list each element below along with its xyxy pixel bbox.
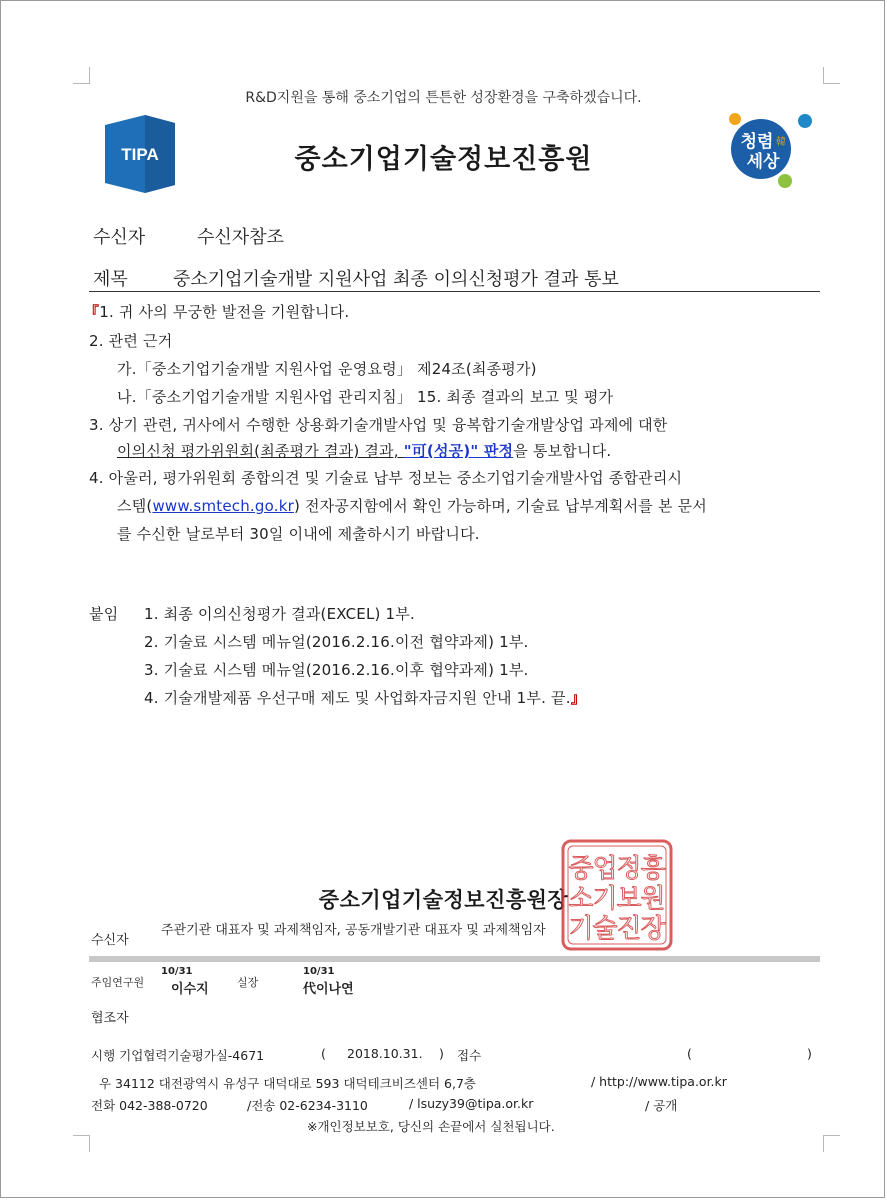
seal-character: 장 <box>640 914 666 944</box>
recipient-label: 수신자 <box>93 227 146 248</box>
seal-character: 기 <box>568 914 594 944</box>
item-1-text: 1. 귀 사의 무궁한 발전을 기원합니다. <box>99 303 350 321</box>
seal-character: 업 <box>592 854 618 884</box>
seal-character: 기 <box>592 884 618 914</box>
clean-world-logo-icon <box>723 109 813 191</box>
seal-stamp-icon <box>559 837 675 953</box>
approver-1-name: 이수지 <box>171 982 209 997</box>
item-4-prefix: 스템( <box>117 497 153 515</box>
official-seal <box>559 837 675 953</box>
smtech-link[interactable]: www.smtech.go.kr <box>152 497 294 515</box>
seal-character: 보 <box>616 884 642 914</box>
clean-logo-line1: 청렴 <box>740 132 774 152</box>
body-item-4-line2 <box>117 495 707 516</box>
receipt-paren-open: ( <box>687 1046 692 1061</box>
clean-logo-line2: 세상 <box>746 152 780 172</box>
org-title: 중소기업기술정보진흥원 <box>294 144 593 175</box>
cooperator-label: 협조자 <box>91 1011 129 1026</box>
crop-mark-top-left <box>73 67 90 84</box>
seal-character: 술 <box>592 914 618 944</box>
close-bracket: 』 <box>570 689 586 707</box>
item-3-underlined-text: 이의신청 평가위원회(최종평가 결과) 결과, <box>117 442 404 460</box>
crop-mark-bottom-left <box>73 1135 90 1152</box>
approver-1-date: 10/31 <box>161 966 193 977</box>
enforcement-date: 2018.10.31. <box>347 1046 423 1061</box>
subject-divider <box>89 291 820 292</box>
clean-world-logo <box>723 109 813 191</box>
attachment-item-3: 3. 기술료 시스템 메뉴얼(2016.2.16.이후 협약과제) 1부. <box>144 661 529 679</box>
attachment-item-4 <box>144 687 586 708</box>
seal-character: 중 <box>568 854 594 884</box>
phone: 전화 042-388-0720 <box>91 1098 208 1113</box>
body-item-3-line2 <box>117 440 611 461</box>
approver-1-role: 주임연구원 <box>91 976 145 989</box>
slogan: R&D지원을 통해 중소기업의 튼튼한 성장환경을 구축하겠습니다. <box>245 90 642 106</box>
attachment-item-4-text: 4. 기술개발제품 우선구매 제도 및 사업화자금지원 안내 1부. 끝. <box>144 689 571 707</box>
receipt-paren-close: ) <box>807 1046 812 1061</box>
approval-divider <box>89 956 820 962</box>
enforcement-paren-open: ( <box>321 1046 326 1061</box>
receipt-label: 접수 <box>457 1048 482 1063</box>
body-item-1 <box>84 301 349 322</box>
attachment-item-2: 2. 기술료 시스템 메뉴얼(2016.2.16.이전 협약과제) 1부. <box>144 633 529 651</box>
body-item-2b: 나.「중소기업기술개발 지원사업 관리지침」 15. 최종 결과의 보고 및 평가 <box>117 388 614 406</box>
body-item-2a: 가.「중소기업기술개발 지원사업 운영요령」 제24조(최종평가) <box>117 360 537 378</box>
item-3-verdict: "可(성공)" 판정 <box>403 442 514 460</box>
clean-logo-mark: 韓 <box>776 137 786 148</box>
open-bracket: 『 <box>84 303 100 321</box>
crop-mark-top-right <box>823 67 840 84</box>
approver-2-name: 代이나연 <box>303 982 354 997</box>
body-item-3-line1: 3. 상기 관련, 귀사에서 수행한 상용화기술개발사업 및 융복합기술개발상업 과제에 대한 <box>89 416 668 434</box>
disclosure: / 공개 <box>645 1098 678 1113</box>
subject-value: 중소기업기술개발 지원사업 최종 이의신청평가 결과 통보 <box>173 269 619 290</box>
attachments-label: 붙임 <box>89 605 119 623</box>
seal-character: 원 <box>640 884 666 914</box>
address: 우 34112 대전광역시 유성구 대덕대로 593 대덕테크비즈센터 6,7층 <box>99 1076 476 1091</box>
sender-name: 중소기업기술정보진흥원장 <box>318 888 569 912</box>
seal-character: 흥 <box>640 854 666 884</box>
tipa-logo-text: TIPA <box>121 145 159 164</box>
seal-character: 정 <box>616 854 642 884</box>
approver-2-date: 10/31 <box>303 966 335 977</box>
recipients-value: 주관기관 대표자 및 과제책임자, 공동개발기관 대표자 및 과제책임자 <box>161 923 546 938</box>
recipient-value: 수신자참조 <box>197 227 284 248</box>
attachment-item-1: 1. 최종 이의신청평가 결과(EXCEL) 1부. <box>144 605 415 623</box>
body-item-4-line3: 를 수신한 날로부터 30일 이내에 제출하시기 바랍니다. <box>117 525 480 543</box>
body-item-4-line1: 4. 아울러, 평가위원회 종합의견 및 기술료 납부 정보는 중소기업기술개발사업 종합관리시 <box>89 469 683 487</box>
recipients-label: 수신자 <box>91 933 129 948</box>
fax: /전송 02-6234-3110 <box>247 1098 368 1113</box>
enforcement-paren-close: ) <box>439 1046 444 1061</box>
item-3-tail: 을 통보합니다. <box>513 442 612 460</box>
subject-label: 제목 <box>93 269 128 290</box>
seal-character: 소 <box>568 884 594 914</box>
approver-2-role: 실장 <box>237 976 259 989</box>
crop-mark-bottom-right <box>823 1135 840 1152</box>
email[interactable]: / lsuzy39@tipa.or.kr <box>409 1096 534 1111</box>
body-item-2: 2. 관련 근거 <box>89 332 173 350</box>
website[interactable]: / http://www.tipa.or.kr <box>591 1074 727 1089</box>
seal-character: 진 <box>616 914 642 944</box>
privacy-notice: ※개인정보보호, 당신의 손끝에서 실천됩니다. <box>307 1119 555 1134</box>
enforcement-number: 시행 기업협력기술평가실-4671 <box>91 1048 265 1063</box>
item-4-suffix: ) 전자공지함에서 확인 가능하며, 기술료 납부계획서를 본 문서 <box>293 497 708 515</box>
